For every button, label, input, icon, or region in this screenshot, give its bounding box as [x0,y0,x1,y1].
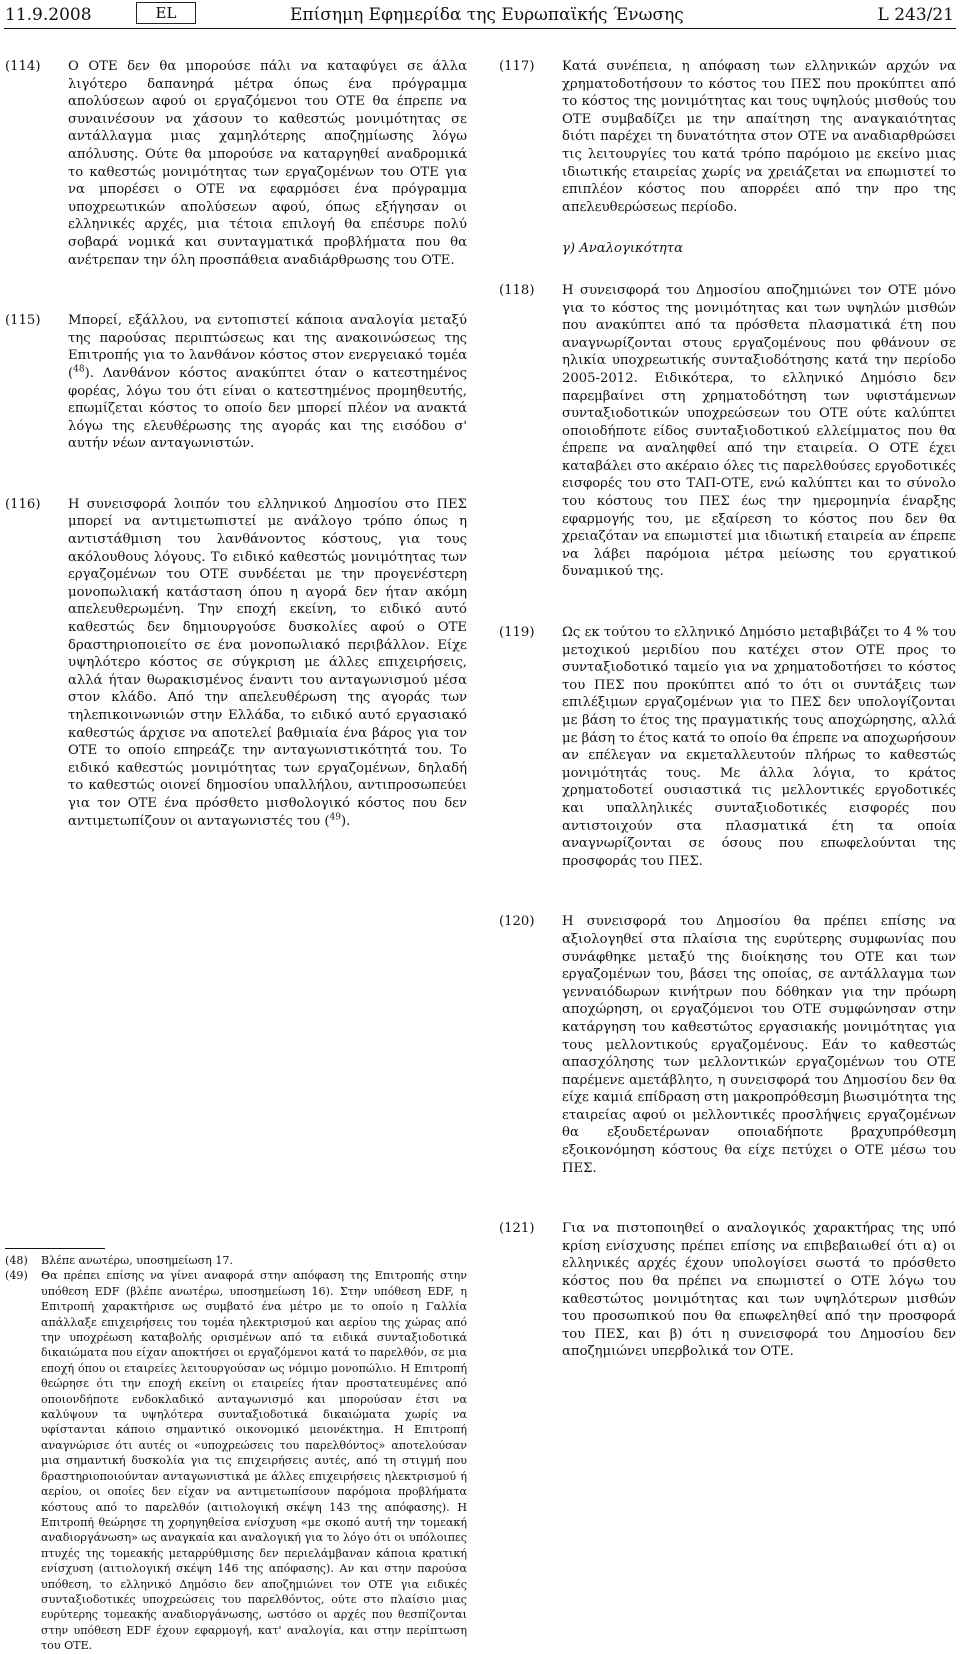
paragraph-number: (121) [499,1221,535,1237]
journal-title: Επίσημη Εφημερίδα της Ευρωπαϊκής Ένωσης [290,5,684,25]
paragraph-117 [499,58,956,216]
header-rule [4,28,956,29]
paragraph-number: (119) [499,625,535,641]
footnotes [5,1253,467,1654]
paragraph-text: Ως εκ τούτου το ελληνικό Δημόσιο μεταβιβάζει το 4 % του μετοχικού μεριδίου που κατέχει στον ΟΤΕ προς το συνταξιοδοτικό ταμείο για να χρηματοδοτήσει το κόστος του ΠΕΣ που προκύπτει από το ότι οι συντάξεις των επιλέξιμων εργαζομένων για το ΠΕΣ δεν υπολογίζονται με βάση το έτος της πραγματικής τους αποχώρησης, αλλά με βάση το έτος κατά το οποίο θα έπρεπε να αποχωρήσουν αν επέλεγαν να εκμεταλλευτούν πλήρως το καθεστώς μονιμότητάς τους. Με άλλα λόγια, το κράτος χρηματοδοτεί ουσιαστικά τις μελλοντικές εργοδοτικές και υπαλληλικές συνταξιοδοτικές εισφορές που αντιστοιχούν στα πλασματικά έτη τα οποία αναγνωρίζονται σε όσους που επωφελούνται της προσφοράς του ΠΕΣ. [562,625,956,869]
paragraph-text: Η συνεισφορά του Δημοσίου αποζημιώνει τον ΟΤΕ μόνο για το κόστος της μονιμότητας και των υψηλών μισθών που ανακύπτει από τα πρόσθετα πλασματικά έτη που αναγνωρίζονται στους εργαζομένους που φθάνουν σε ηλικία υποχρεωτικής συνταξιοδότησης κατά την περίοδο 2005-2012. Ειδικότερα, το ελληνικό Δημόσιο δεν παρεμβαίνει στη χρηματοδότηση των υφιστάμενων συνταξιοδοτικών υποχρεώσεων του ΟΤΕ ούτε καλύπτει οποιοδήποτε είδος συνταξιοδοτικού ελλείμματος που θα έπρεπε να αναληφθεί από την εταιρεία. Ο ΟΤΕ έχει καταβάλει στο ακέραιο όλες τις παρελθούσες εργοδοτικές εισφορές του στο ΤΑΠ-ΟΤΕ, ενώ καλύπτει και το σύνολο του κόστους του ΠΕΣ έως την ημερομηνία έναρξης εφαρμογής του, με εξαίρεση το κόστος που δεν θα χρειαζόταν να επωμιστεί μια ιδιωτική εταιρεία αν έπρεπε να λάβει παρόμοια μέτρα μείωσης του εργατικού δυναμικού της. [562,282,956,580]
footnote-text: Βλέπε ανωτέρω, υποσημείωση 17. [41,1254,233,1267]
paragraph-121 [499,1220,956,1361]
paragraph-text-cont: ). Λανθάνον κόστος ανακύπτει όταν ο κατεστημένος φορέας, λόγω του ότι είναι ο κατεστημένος προμηθευτής, επωμίζεται κόστος το οποίο δεν μπορεί πλέον να ανακτά λόγω της ελευθέρωσης της αγοράς και της εισόδου σ' αυτήν νέων ανταγωνιστών. [68,365,467,452]
paragraph-120 [499,913,956,1177]
footnote-49 [5,1268,467,1653]
paragraph-text-cont: ). [341,813,351,829]
paragraph-119 [499,624,956,870]
paragraph-115 [5,312,467,453]
footnote-number: (48) [5,1254,28,1267]
footnote-number: (49) [5,1269,28,1283]
paragraph-text: Η συνεισφορά λοιπόν του ελληνικού Δημοσίου στο ΠΕΣ μπορεί να αντιμετωπιστεί με ανάλογο τρόπο όπως η αντιστάθμιση του λανθάνοντος κόστους, για τους ακόλουθους λόγους. Το ειδικό καθεστώς μονιμότητας των εργαζομένων του ΟΤΕ συνδέεται με την προγενέστερη μονοπωλιακή κατάσταση όπου η αγορά δεν ήταν ακόμη απελευθερωμένη. Την εποχή εκείνη, το ειδικό αυτό καθεστώς δεν δημιουργούσε δυσκολίες αφού ο ΟΤΕ δραστηριοποιείτο σε ένα μονοπωλιακό περιβάλλον. Είχε υψηλότερο κόστος σε σύγκριση με άλλες επιχειρήσεις, αλλά ήταν θωρακισμένος έναντι του ανταγωνισμού μέσα στον κλάδο. Από την απελευθέρωση της αγοράς των τηλεπικοινωνιών στην Ελλάδα, το ειδικό αυτό εργασιακό καθεστώς άρχισε να αποτελεί βαθμιαία ένα βάρος για τον ΟΤΕ το οποίο επηρεάζε την ανταγωνιστικότητά του. Το ειδικό καθεστώς μονιμότητας των εργαζομένων, δηλαδή το καθεστώς οιονεί δημοσίου υπαλλήλου, αντιπροσωπεύει για τον ΟΤΕ ένα πρόσθετο μισθολογικό κόστος που δεν αντιμετωπίζουν οι ανταγωνιστές του ( [68,496,467,829]
paragraph-number: (116) [5,496,41,512]
footnote-rule [5,1248,105,1249]
page-header [0,0,960,28]
paragraph-number: (117) [499,59,535,74]
language-code-box: EL [136,2,196,24]
publication-date: 11.9.2008 [5,5,92,25]
footnote-text: Θα πρέπει επίσης να γίνει αναφορά στην απόφαση της Επιτροπής στην υπόθεση EDF (βλέπε ανωτέρω, υποσημείωση 16). Στην υπόθεση EDF, η Επιτροπή χαρακτήρισε ως συμβατό ένα μέτρο με το οποίο η Γαλλία απάλλαξε επιχειρήσεις του τομέα ηλεκτρισμού και αερίου της χώρας από την υποχρέωση καταβολής ορισμένων από τα ειδικά συνταξιοδοτικά δικαιώματα που είχαν αποκτήσει οι εργαζόμενοι κατά το παρελθόν, σε μια εποχή όπου οι εταιρείες λειτουργούσαν ως νόμιμο μονοπώλιο. Η Επιτροπή θεώρησε ότι την εποχή εκείνη οι εταιρείες ήταν προστατευμένες από οποιονδήποτε ενδοκλαδικό ανταγωνισμό και μπορούσαν έτσι να καλύψουν τα υψηλότερα συνταξιοδοτικά δικαιώματα χωρίς να υφίστανται κάποιο σημαντικό οικονομικό μειονέκτημα. Η Επιτροπή αναγνώρισε ότι αυτές οι «υποχρεώσεις του παρελθόντος» αποτελούσαν μια σημαντική δυσκολία για τις επιχειρήσεις αυτές, από τη στιγμή που δραστηριοποιούνταν ανταγωνιστικά με άλλες επιχειρήσεις ηλεκτρισμού ή αερίου, οι οποίες δεν είχαν να αντιμετωπίσουν παρόμοια προβλήματα κόστους από το παρελθόν (αιτιολογική σκέψη 143 της απόφασης). Η Επιτροπή θεώρησε τη χορηγηθείσα ενίσχυση «με σκοπό αυτή την τομεακή αναδιοργάνωση» ως αναγκαία και αναλογική για το λόγο ότι οι υπόλοιπες πτυχές της τομεακής μεταρρύθμισης δεν περιελάμβαναν κάποια κρατική ενίσχυση (αιτιολογική σκέψη 146 της απόφασης). Αν και στην παρούσα υπόθεση, το ελληνικό Δημόσιο δεν αποζημιώνει τον ΟΤΕ για ειδικές συνταξιοδοτικές υποχρεώσεις του παρελθόντος, ούτε στο πλαίσιο μιας ευρύτερης τομεακής αναδιοργάνωσης, ωστόσο οι αρχές που θεσπίζονται στην υπόθεση EDF έχουν εφαρμογή, κατ' αναλογία, και στην περίπτωση του ΟΤΕ. [41,1269,467,1653]
paragraph-number: (118) [499,282,535,298]
paragraph-text: Κατά συνέπεια, η απόφαση των ελληνικών αρχών να χρηματοδοτήσουν το κόστος του ΠΕΣ που προκύπτει από το κόστος της μονιμότητας και τους υψηλούς μισθούς του ΟΤΕ συμβαδίζει με την απαίτηση της αναγκαιότητας διότι παρέχει τη δυνατότητα στον ΟΤΕ να αναδιαρθρώσει τις λειτουργίες του κατά τρόπο παρόμοιο με εκείνο μιας ιδιωτικής εταιρείας χωρίς να χρειάζεται να επωμιστεί το επιπλέον κόστος που απορρέει από την προ της απελευθερώσεως περίοδο. [562,59,956,215]
paragraph-text: Για να πιστοποιηθεί ο αναλογικός χαρακτήρας της υπό κρίση ενίσχυσης πρέπει επίσης να επιβεβαιωθεί ότι α) οι ελληνικές αρχές έχουν υπολογίσει σωστά το πρόσθετο κόστος που θα πρέπει να επωμιστεί ο ΟΤΕ λόγω του καθεστώτος μονιμότητας και των υψηλότερων μισθών του προσωπικού που θα επωφεληθεί από την προσφορά του ΠΕΣ, και β) ότι η συνεισφορά του Δημοσίου δεν αποζημιώνει υπερβολικά τον ΟΤΕ. [562,1221,956,1360]
paragraph-number: (114) [5,59,41,74]
page-reference: L 243/21 [877,5,954,25]
paragraph-text: Η συνεισφορά του Δημοσίου θα πρέπει επίσης να αξιολογηθεί στα πλαίσια της ευρύτερης συμφωνίας που συνάφθηκε μεταξύ της διοίκησης του ΟΤΕ και των εργαζομένων του, βάσει της οποίας, σε αντάλλαγμα των γενναιόδωρων κινήτρων που δόθηκαν για την πρόωρη αποχώρηση, οι εργαζόμενοι του ΟΤΕ συμφώνησαν στην κατάργηση του καθεστώτος εργασιακής μονιμότητας για τους μελλοντικούς εργαζομένους. Εάν το καθεστώς απασχόλησης των μελλοντικών εργαζομένων του ΟΤΕ παρέμενε αμετάβλητο, η συνεισφορά του Δημοσίου δεν θα είχε καμιά επίδραση στη μακροπρόθεσμη βιωσιμότητα της εταιρείας αφού οι μελλοντικές προσλήψεις εργαζομένων θα εξουδετέρωναν οποιαδήποτε βραχυπρόθεσμη εξοικονόμηση κόστους θα είχε πετύχει ο ΟΤΕ μέσω του ΠΕΣ. [562,914,956,1176]
footnote-ref: 48 [73,364,85,375]
right-column [499,58,956,1361]
paragraph-118 [499,282,956,581]
paragraph-text: Μπορεί, εξάλλου, να εντοπιστεί κάποια αναλογία μεταξύ της παρούσας περιπτώσεως και της ανακοινώσεως της Επιτροπής για το λανθάνον κόστος στον ενεργειακό τομέα ( [68,313,467,381]
paragraph-114 [5,58,467,269]
paragraph-number: (120) [499,914,535,930]
footnote-48 [5,1253,467,1268]
paragraph-116 [5,496,467,830]
paragraph-number: (115) [5,313,41,329]
footnote-ref: 49 [329,812,341,823]
section-subheading: γ) Αναλογικότητα [562,241,683,257]
paragraph-text: Ο ΟΤΕ δεν θα μπορούσε πάλι να καταφύγει σε άλλα λιγότερο δαπανηρά μέτρα όπως ένα πρόγραμμα απολύσεων αφού οι εργαζόμενοι του ΟΤΕ θα έπρεπε να συναινέσουν να χάσουν το καθεστώς μονιμότητας σε αντάλλαγμα μιας χαμηλότερης αποζημίωσης λόγω απόλυσης. Ούτε θα μπορούσε να καταργηθεί αναδρομικά το καθεστώς μονιμότητας των εργαζομένων του ΟΤΕ για να μπορέσει ο ΟΤΕ να εφαρμόσει ένα πρόγραμμα υποχρεωτικών απολύσεων αφού, όπως εξήγησαν οι ελληνικές αρχές, μια τέτοια επιλογή θα επέσυρε πολύ σοβαρά νομικά και συνταγματικά προβλήματα που θα ανέτρεπαν την όλη προσπάθεια αναδιάρθρωσης του ΟΤΕ. [68,59,467,268]
left-column [5,58,467,873]
